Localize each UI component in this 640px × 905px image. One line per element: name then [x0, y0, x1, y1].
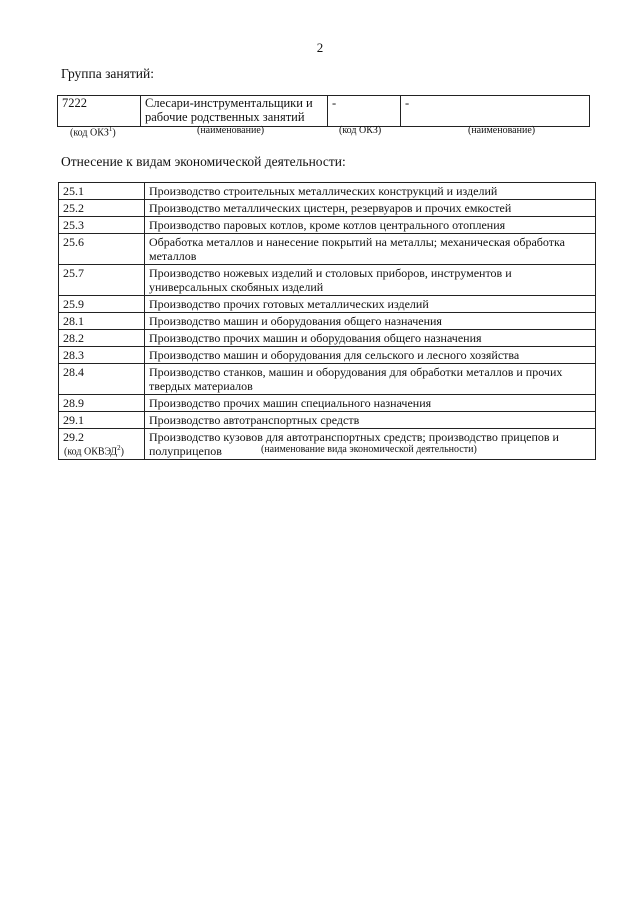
- table-row: [59, 265, 596, 296]
- page-number: 2: [316, 40, 324, 55]
- table-row: [59, 364, 596, 395]
- table-row: [59, 200, 596, 217]
- okved-code-cell: 29.1: [59, 412, 145, 429]
- activity-name-cell: Производство машин и оборудования для сельского и лесного хозяйства: [145, 347, 596, 364]
- table-row: [58, 96, 590, 127]
- okved-code-cell: 28.9: [59, 395, 145, 412]
- economic-activity-table: [58, 182, 596, 460]
- okved-code-cell: 25.1: [59, 183, 145, 200]
- activity-name-cell: Производство паровых котлов, кроме котлов центрального отопления: [145, 217, 596, 234]
- okved-code-cell: 25.3: [59, 217, 145, 234]
- activity-name-cell: Производство автотранспортных средств: [145, 412, 596, 429]
- okz-code-cell: 7222: [58, 96, 141, 127]
- okved-code-cell: 28.2: [59, 330, 145, 347]
- activity-name-cell: Производство прочих машин и оборудования общего назначения: [145, 330, 596, 347]
- table-row: [59, 330, 596, 347]
- activity-name-cell: Производство машин и оборудования общего назначения: [145, 313, 596, 330]
- activity-name-cell: Производство металлических цистерн, резервуаров и прочих емкостей: [145, 200, 596, 217]
- okved-code-cell: 28.3: [59, 347, 145, 364]
- activity-name-cell: Производство станков, машин и оборудования для обработки металлов и прочих твердых материалов: [145, 364, 596, 395]
- table-row: [59, 234, 596, 265]
- activity-name-caption: (наименование вида экономической деятельности): [261, 444, 477, 455]
- table-row: [59, 296, 596, 313]
- activity-name-cell: Производство кузовов для автотранспортных средств; производство прицепов и полуприцепов: [145, 429, 596, 460]
- okved-code-cell: 28.1: [59, 313, 145, 330]
- group-section-title: Группа занятий:: [61, 66, 154, 81]
- okz-code2-caption: (код ОКЗ): [339, 125, 382, 136]
- table-row: [59, 347, 596, 364]
- name-caption: (наименование): [197, 125, 265, 136]
- okved-code-cell: 25.9: [59, 296, 145, 313]
- activity-name-cell: Производство прочих готовых металлических изделий: [145, 296, 596, 313]
- occupation-name2-cell: -: [401, 96, 590, 127]
- okved-code-caption: (код ОКВЭД$^2$): [64, 444, 124, 458]
- okved-code-cell: 25.2: [59, 200, 145, 217]
- activity-name-cell: Производство строительных металлических конструкций и изделий: [145, 183, 596, 200]
- occupation-group-table: [57, 95, 590, 127]
- table-row: [59, 183, 596, 200]
- okved-code-cell: 25.6: [59, 234, 145, 265]
- table-row: [59, 412, 596, 429]
- occupation-name-cell: Слесари-инструментальщики и рабочие родственных занятий: [141, 96, 328, 127]
- table-row: [59, 313, 596, 330]
- okved-code-cell: 29.2: [59, 429, 145, 460]
- activity-name-cell: Обработка металлов и нанесение покрытий на металлы; механическая обработка металлов: [145, 234, 596, 265]
- activity-name-cell: Производство прочих машин специального назначения: [145, 395, 596, 412]
- table-row: [59, 395, 596, 412]
- okz-code-caption: (код ОКЗ$^1$): [70, 125, 116, 139]
- okved-code-cell: 28.4: [59, 364, 145, 395]
- okz-code2-cell: -: [328, 96, 401, 127]
- table-row: [59, 217, 596, 234]
- activity-name-cell: Производство ножевых изделий и столовых приборов, инструментов и универсальных скобяных изделий: [145, 265, 596, 296]
- okved-code-cell: 25.7: [59, 265, 145, 296]
- name2-caption: (наименование): [468, 125, 536, 136]
- activity-section-title: Отнесение к видам экономической деятельности:: [61, 154, 346, 169]
